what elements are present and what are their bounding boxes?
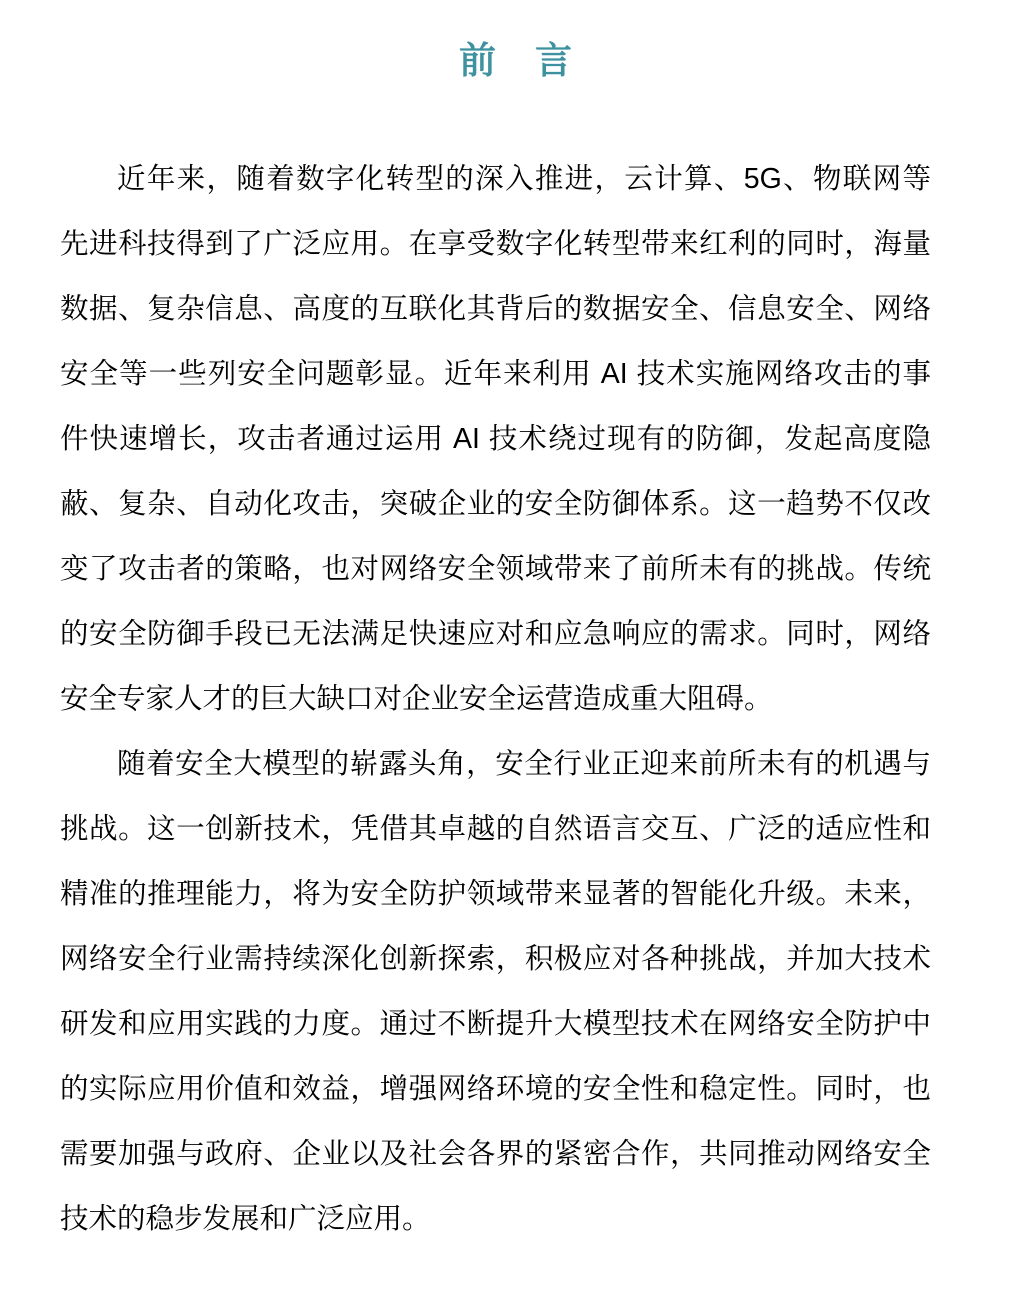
- paragraph-line: 研发和应用实践的力度。通过不断提升大模型技术在网络安全防护中: [60, 1008, 931, 1040]
- paragraph-line: 随着安全大模型的崭露头角，安全行业正迎来前所未有的机遇与: [117, 748, 931, 780]
- paragraph-line: 挑战。这一创新技术，凭借其卓越的自然语言交互、广泛的适应性和: [60, 813, 931, 845]
- paragraph: [60, 732, 931, 1252]
- paragraph-line: 的实际应用价值和效益，增强网络环境的安全性和稳定性。同时，也: [60, 1073, 931, 1105]
- paragraph-line: 安全等一些列安全问题彰显。近年来利用 AI 技术实施网络攻击的事: [60, 358, 931, 390]
- paragraph-line: 数据、复杂信息、高度的互联化其背后的数据安全、信息安全、网络: [60, 293, 931, 325]
- document-body: [60, 147, 931, 1252]
- paragraph-line: 技术的稳步发展和广泛应用。: [60, 1203, 431, 1235]
- paragraph-line: 安全专家人才的巨大缺口对企业安全运营造成重大阻碍。: [60, 683, 773, 715]
- page-title: 前 言: [459, 40, 573, 81]
- paragraph-line: 的安全防御手段已无法满足快速应对和应急响应的需求。同时，网络: [60, 618, 931, 650]
- paragraph-line: 变了攻击者的策略，也对网络安全领域带来了前所未有的挑战。传统: [60, 553, 931, 585]
- paragraph-line: 蔽、复杂、自动化攻击，突破企业的安全防御体系。这一趋势不仅改: [60, 488, 931, 520]
- paragraph-line: 精准的推理能力，将为安全防护领域带来显著的智能化升级。未来，: [60, 878, 931, 910]
- paragraph-line: 近年来，随着数字化转型的深入推进，云计算、5G、物联网等: [117, 163, 931, 195]
- paragraph-line: 需要加强与政府、企业以及社会各界的紧密合作，共同推动网络安全: [60, 1138, 931, 1170]
- paragraph-line: 件快速增长，攻击者通过运用 AI 技术绕过现有的防御，发起高度隐: [60, 423, 931, 455]
- paragraph: [60, 147, 931, 732]
- paragraph-line: 网络安全行业需持续深化创新探索，积极应对各种挑战，并加大技术: [60, 943, 931, 975]
- paragraph-line: 先进科技得到了广泛应用。在享受数字化转型带来红利的同时，海量: [60, 228, 931, 260]
